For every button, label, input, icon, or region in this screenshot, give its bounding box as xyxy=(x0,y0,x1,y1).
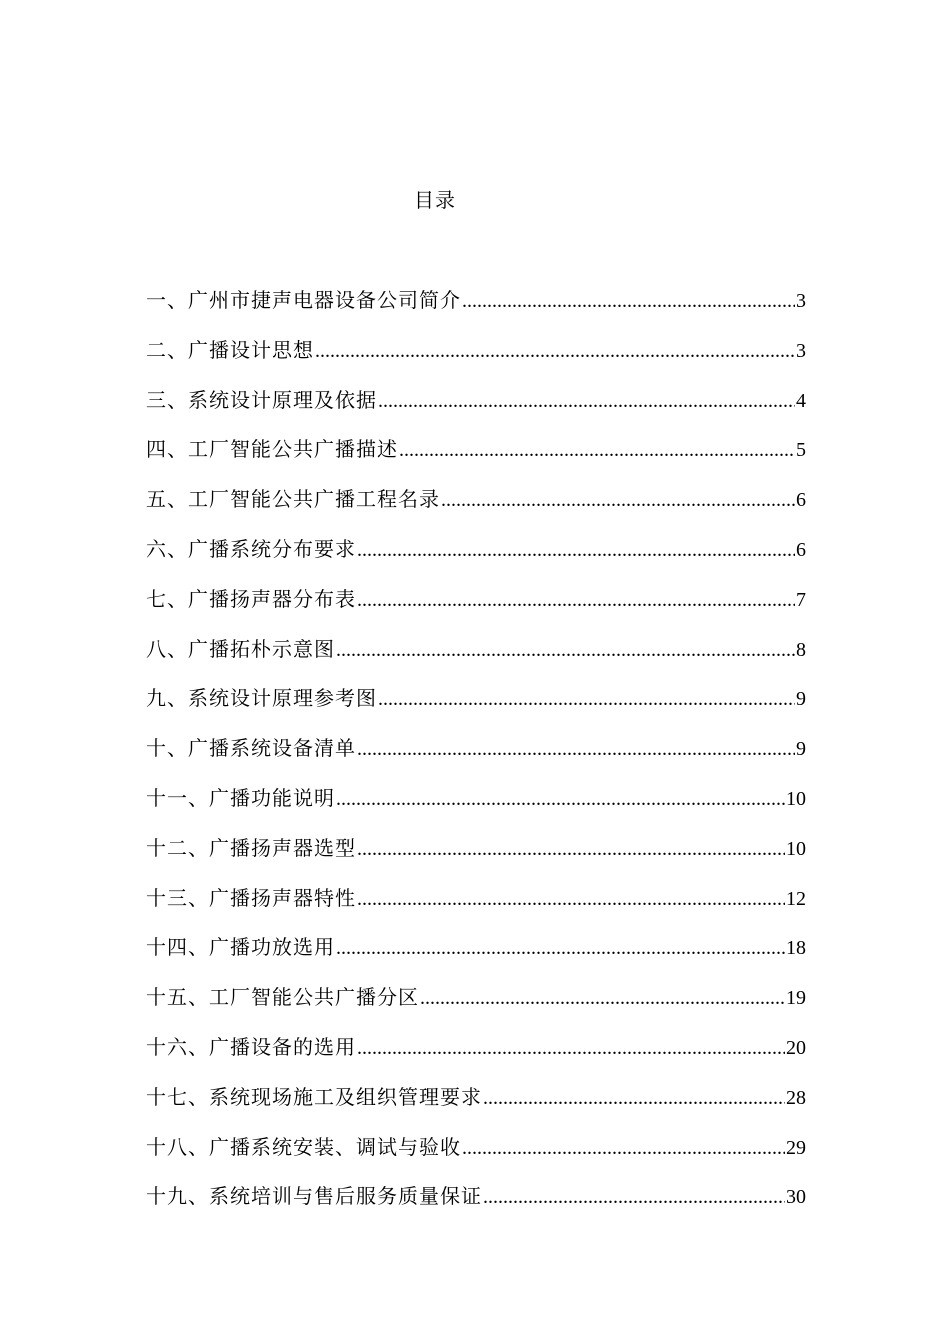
toc-entry-label: 六、广播系统分布要求 xyxy=(146,536,356,561)
toc-entry-page-number: 3 xyxy=(796,339,806,362)
toc-entry-page-number: 18 xyxy=(786,937,806,960)
toc-entry-label: 九、系统设计原理参考图 xyxy=(146,686,377,711)
toc-entry-label: 五、工厂智能公共广播工程名录 xyxy=(146,487,440,512)
toc-entry[interactable] xyxy=(146,684,806,734)
toc-entry-label: 七、广播扬声器分布表 xyxy=(146,586,356,611)
toc-dot-leader xyxy=(399,436,795,464)
toc-entry-label: 十二、广播扬声器选型 xyxy=(146,835,356,860)
toc-entry-page-number: 28 xyxy=(786,1086,806,1109)
toc-entry-page-number: 6 xyxy=(796,489,806,512)
toc-dot-leader xyxy=(378,387,795,415)
toc-entry[interactable] xyxy=(146,1083,806,1133)
toc-dot-leader xyxy=(420,984,785,1012)
toc-entry[interactable] xyxy=(146,635,806,685)
toc-entry-page-number: 9 xyxy=(796,738,806,761)
toc-dot-leader xyxy=(357,885,785,913)
toc-entry[interactable] xyxy=(146,834,806,884)
toc-entry-label: 一、广州市捷声电器设备公司简介 xyxy=(146,288,461,312)
toc-dot-leader xyxy=(315,337,795,365)
toc-entry[interactable] xyxy=(146,983,806,1033)
toc-entry[interactable] xyxy=(146,386,806,436)
toc-title: 目录 xyxy=(414,188,456,212)
toc-entry-label: 十一、广播功能说明 xyxy=(146,785,335,810)
toc-dot-leader xyxy=(357,735,795,763)
toc-entry[interactable] xyxy=(146,535,806,585)
toc-entry[interactable] xyxy=(146,485,806,535)
toc-entry-label: 十、广播系统设备清单 xyxy=(146,736,356,761)
toc-entry[interactable] xyxy=(146,435,806,485)
toc-dot-leader xyxy=(441,486,795,514)
toc-entry-label: 十六、广播设备的选用 xyxy=(146,1034,356,1059)
toc-entry-page-number: 5 xyxy=(796,439,806,462)
toc-dot-leader xyxy=(336,934,785,962)
toc-entry-label: 十八、广播系统安装、调试与验收 xyxy=(146,1134,461,1159)
toc-entry-page-number: 3 xyxy=(796,290,806,312)
toc-dot-leader xyxy=(483,1183,785,1211)
toc-entry-label: 二、广播设计思想 xyxy=(146,337,314,362)
toc-entry-page-number: 7 xyxy=(796,588,806,611)
toc-entry-page-number: 12 xyxy=(786,887,806,910)
toc-entry[interactable] xyxy=(146,1033,806,1083)
toc-entry[interactable] xyxy=(146,734,806,784)
toc-dot-leader xyxy=(357,835,785,863)
toc-dot-leader xyxy=(483,1084,785,1112)
toc-dot-leader xyxy=(336,785,785,813)
toc-entry[interactable] xyxy=(146,286,806,336)
toc-entry[interactable] xyxy=(146,884,806,934)
toc-entry-page-number: 10 xyxy=(786,787,806,810)
toc-entry[interactable] xyxy=(146,933,806,983)
toc-entry-page-number: 9 xyxy=(796,688,806,711)
toc-dot-leader xyxy=(336,636,795,664)
toc-entry-label: 十九、系统培训与售后服务质量保证 xyxy=(146,1184,482,1209)
toc-entry[interactable] xyxy=(146,784,806,834)
toc-dot-leader xyxy=(378,685,795,713)
toc-dot-leader xyxy=(462,1134,785,1162)
toc-entry-label: 四、工厂智能公共广播描述 xyxy=(146,437,398,462)
toc-entry[interactable] xyxy=(146,336,806,386)
toc-entry-page-number: 29 xyxy=(786,1136,806,1159)
toc-entry-label: 十四、广播功放选用 xyxy=(146,935,335,960)
toc-entry-page-number: 4 xyxy=(796,389,806,412)
toc-entry-page-number: 19 xyxy=(786,987,806,1010)
toc-entry-page-number: 6 xyxy=(796,538,806,561)
toc-entry-label: 十七、系统现场施工及组织管理要求 xyxy=(146,1084,482,1109)
toc-dot-leader xyxy=(462,287,795,315)
table-of-contents xyxy=(146,286,806,1232)
toc-dot-leader xyxy=(357,536,795,564)
toc-entry[interactable] xyxy=(146,1182,806,1232)
toc-dot-leader xyxy=(357,586,795,614)
toc-entry-label: 三、系统设计原理及依据 xyxy=(146,387,377,412)
toc-entry-label: 八、广播拓朴示意图 xyxy=(146,636,335,661)
toc-entry-label: 十三、广播扬声器特性 xyxy=(146,885,356,910)
toc-entry-page-number: 10 xyxy=(786,837,806,860)
toc-entry-label: 十五、工厂智能公共广播分区 xyxy=(146,985,419,1010)
toc-entry[interactable] xyxy=(146,1133,806,1183)
toc-entry[interactable] xyxy=(146,585,806,635)
toc-dot-leader xyxy=(357,1034,785,1062)
toc-entry-page-number: 20 xyxy=(786,1036,806,1059)
toc-entry-page-number: 30 xyxy=(786,1186,806,1209)
toc-entry-page-number: 8 xyxy=(796,638,806,661)
